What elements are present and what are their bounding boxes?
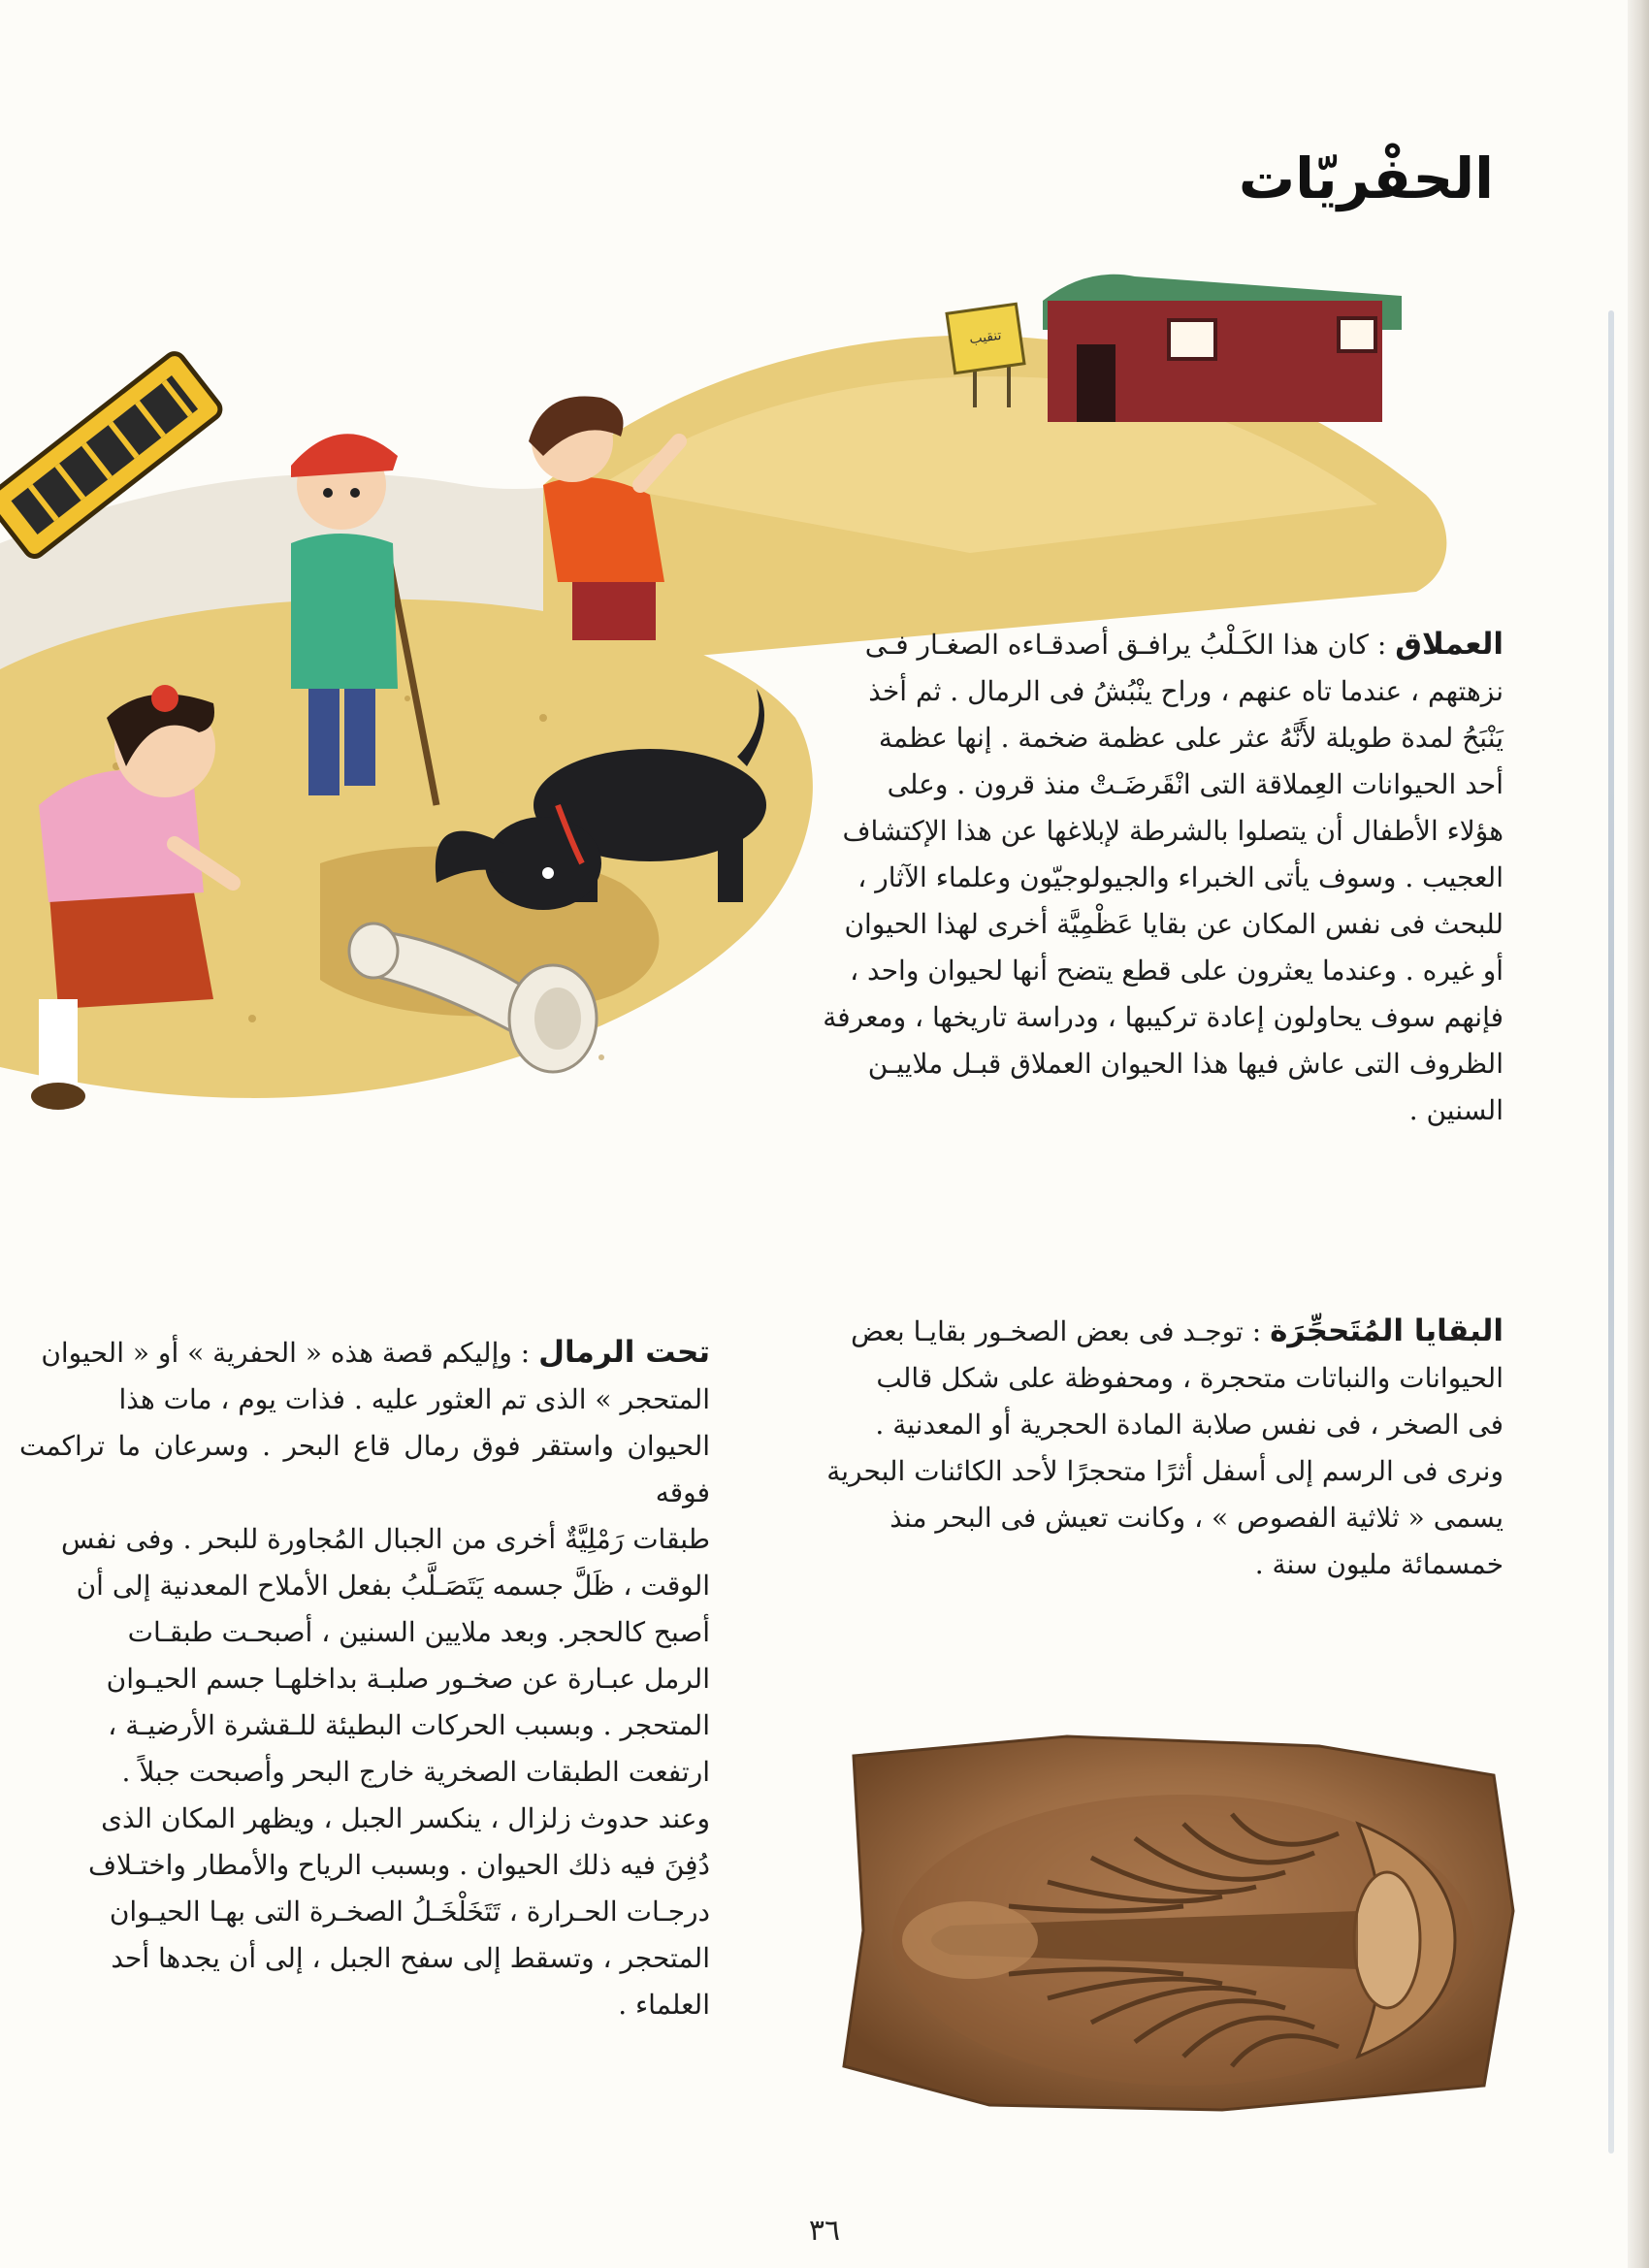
- section-under-sand-line: العلماء .: [618, 1989, 710, 2021]
- section-petrified-line-1-text: : توجـد فى بعض الصخـور بقايـا بعض: [851, 1315, 1262, 1347]
- section-under-sand-line: أصبح كالحجر. وبعد ملايين السنين ، أصبحـت طبقـات: [127, 1616, 710, 1648]
- section-petrified-line: خمسمائة مليون سنة .: [1254, 1548, 1504, 1580]
- section-petrified-line: ونرى فى الرسم إلى أسفل أثرًا متحجرًا لأحد الكائنات البحرية: [826, 1455, 1504, 1487]
- section-petrified-line-1: [805, 1308, 1504, 1355]
- hut-door: [1077, 344, 1116, 422]
- section-under-sand-line: درجـات الحـرارة ، تَتَخَلْخَـلُ الصخـرة التى بهـا الحيـوان: [109, 1895, 710, 1928]
- section-petrified: [805, 1308, 1504, 1588]
- hut-window-right: [1339, 318, 1375, 351]
- section-under-sand-line-1-text: : وإليكم قصة هذه « الحفرية » أو « الحيوان: [41, 1337, 531, 1369]
- section-under-sand-line: دُفِنَ فيه ذلك الحيوان . وبسبب الرياح والأمطار واختـلاف: [87, 1849, 710, 1881]
- sign-label: تنقيب: [968, 327, 1003, 348]
- section-giant-line: الظروف التى عاش فيها هذا الحيوان العملاق قبـل ملاييـن: [867, 1048, 1504, 1080]
- trilobite-tail: [902, 1901, 1038, 1979]
- section-under-sand: [19, 1329, 710, 2028]
- section-giant-line: العجيب . وسوف يأتى الخبراء والجيولوجيّون وعلماء الآثار ،: [857, 861, 1504, 893]
- section-petrified-heading: البقايا المُتَحجِّرَة: [1270, 1313, 1504, 1348]
- section-giant-line: للبحث فى نفس المكان عن بقايا عَظْمِيَّة أخرى لهذا الحيوان: [844, 908, 1504, 940]
- section-under-sand-line: طبقات رَمْلِيَّةٌ أخرى من الجبال المُجاورة للبحر . وفى نفس: [60, 1523, 710, 1555]
- book-edge-stripe: [1608, 310, 1614, 2154]
- section-petrified-line: يسمى « ثلاثية الفصوص » ، وكانت تعيش فى البحر منذ: [889, 1502, 1504, 1534]
- page-edge: [1628, 0, 1649, 2268]
- section-under-sand-line: المتحجر » الذى تم العثور عليه . فذات يوم ، مات هذا: [118, 1383, 710, 1415]
- red-hut: [1043, 275, 1402, 422]
- section-under-sand-line: المتحجر ، وتسقط إلى سفح الجبل ، إلى أن يجدها أحد: [111, 1942, 710, 1974]
- section-giant-line: أحد الحيوانات العِملاقة التى انْقَرضَـتْ منذ قرون . وعلى: [887, 768, 1504, 800]
- section-giant-line: أو غيره . وعندما يعثرون على قطع يتضح أنها لحيوان واحد ،: [850, 955, 1504, 987]
- section-giant-line-1-text: : كان هذا الكَـلْبُ يرافـق أصدقـاءه الصغـار فـى: [864, 629, 1387, 661]
- section-giant-line: يَنْبَحُ لمدة طويلة لأَنَّهُ عثر على عظمة ضخمة . إنها عظمة: [878, 722, 1504, 754]
- section-under-sand-heading: تحت الرمال: [538, 1335, 710, 1370]
- section-petrified-line: فى الصخر ، فى نفس صلابة المادة الحجرية أو المعدنية .: [875, 1409, 1504, 1441]
- section-under-sand-line: الرمل عبـارة عن صخـور صلبـة بداخلهـا جسم الحيـوان: [106, 1663, 710, 1695]
- trilobite-fossil-image: [815, 1717, 1533, 2124]
- section-giant-line: نزهتهم ، عندما تاه عنهم ، وراح ينْبُشُ فى الرمال . ثم أخذ: [868, 675, 1504, 707]
- section-giant-line: هؤلاء الأطفال أن يتصلوا بالشرطة لإبلاغها عن هذا الإكتشاف: [842, 815, 1504, 847]
- section-petrified-line: الحيوانات والنباتات متحجرة ، ومحفوظة على شكل قالب: [876, 1362, 1504, 1394]
- section-under-sand-line-1: [19, 1329, 710, 1377]
- section-giant-line: فإنهم سوف يحاولون إعادة تركيبها ، ودراسة تاريخها ، ومعرفة: [823, 1001, 1504, 1033]
- section-under-sand-line: ارتفعت الطبقات الصخرية خارج البحر وأصبحت جبلاً .: [121, 1756, 710, 1788]
- section-giant-line-1: [805, 621, 1504, 668]
- section-under-sand-line: المتحجر . وبسبب الحركات البطيئة للـقشرة الأرضيـة ،: [108, 1709, 710, 1741]
- section-under-sand-line: الوقت ، ظَلَّ جسمه يَتَصَـلَّبُ بفعل الأملاح المعدنية إلى أن: [76, 1570, 710, 1602]
- section-giant: [805, 621, 1504, 1134]
- hut-window-left: [1169, 320, 1215, 359]
- section-giant-heading: العملاق: [1395, 627, 1504, 662]
- page-number: ٣٦: [808, 2214, 841, 2248]
- trilobite-glabella: [1354, 1872, 1420, 2008]
- section-under-sand-line: وعند حدوث زلزال ، ينكسر الجبل ، ويظهر المكان الذى: [101, 1802, 710, 1834]
- section-giant-line: السنين .: [1408, 1094, 1504, 1126]
- section-under-sand-line: الحيوان واستقر فوق رمال قاع البحر . وسرعان ما تراكمت فوقه: [19, 1430, 710, 1508]
- page-title: الحفْريّات: [1238, 146, 1494, 211]
